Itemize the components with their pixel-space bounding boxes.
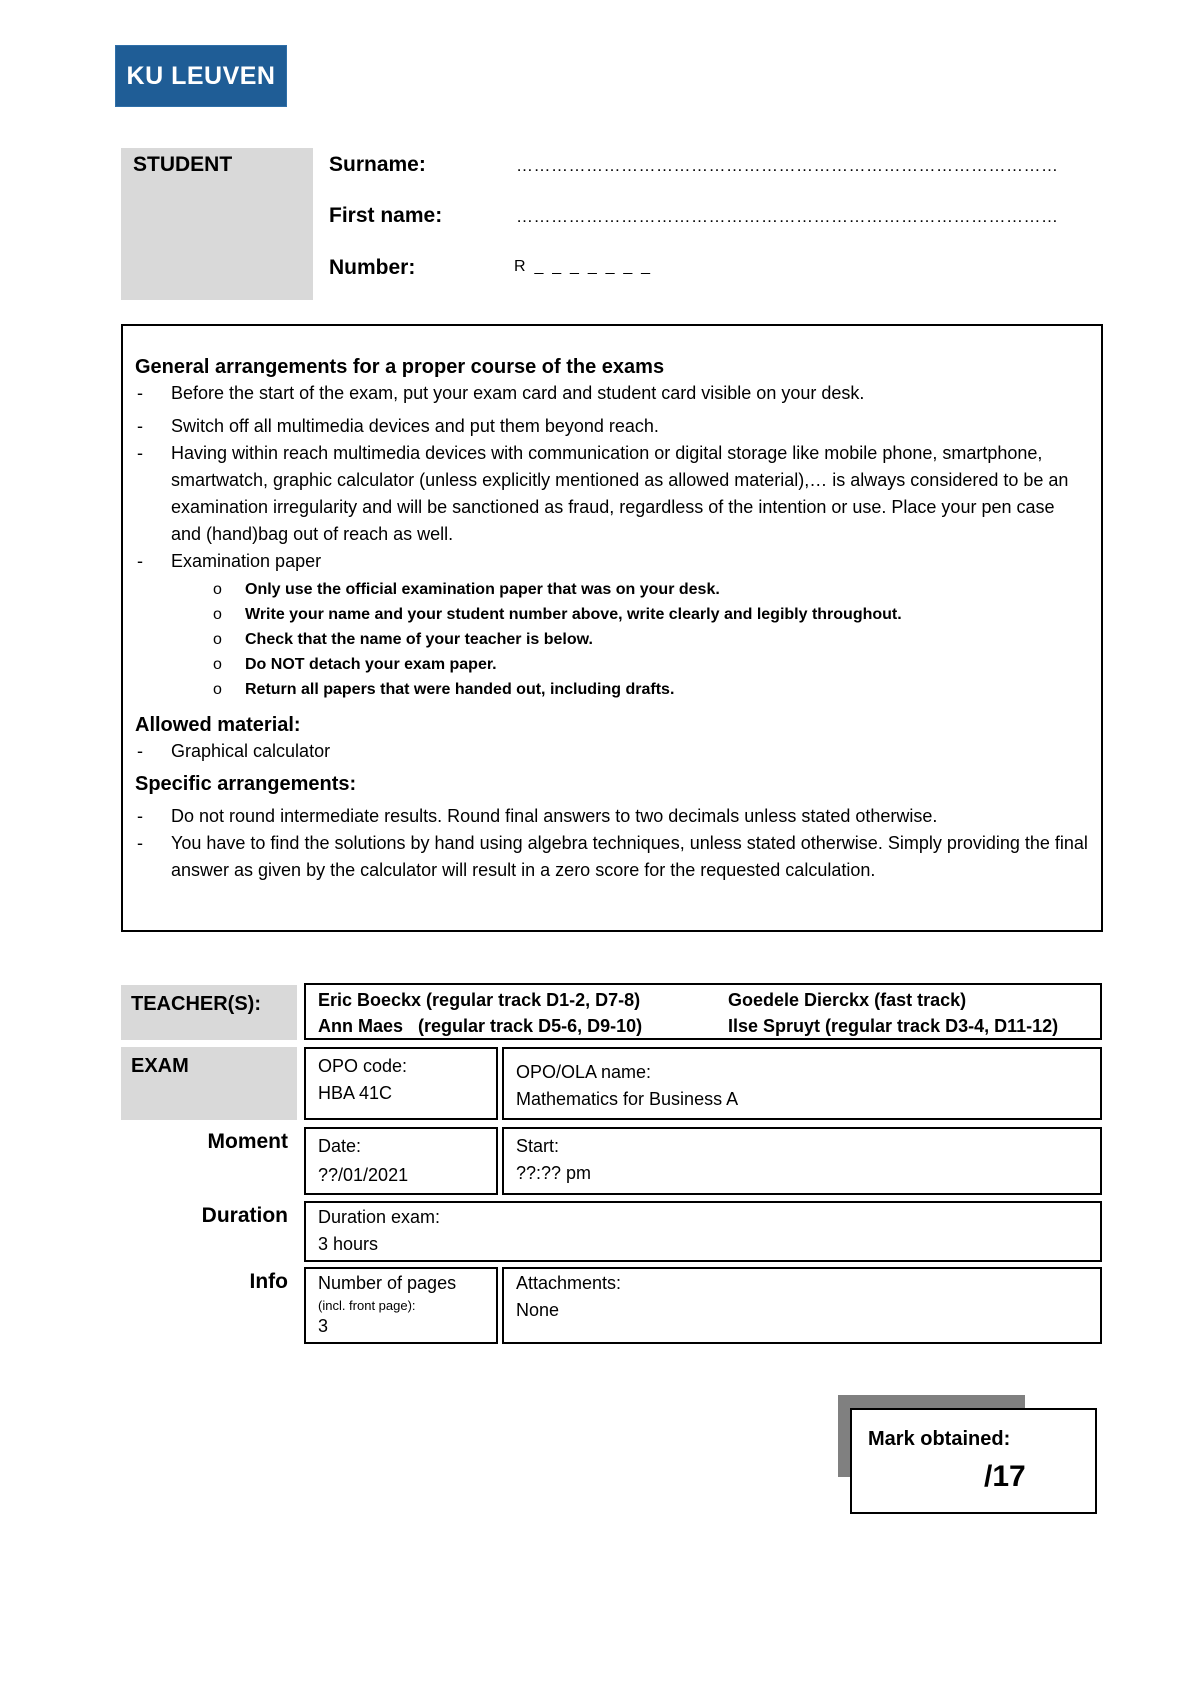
allowed-material-list <box>135 738 1089 765</box>
date-label: Date: <box>318 1136 362 1156</box>
student-label: STUDENT <box>133 153 233 176</box>
duration-label: Duration <box>201 1204 288 1227</box>
opo-code-value: HBA 41C <box>318 1083 393 1103</box>
opo-name-box <box>502 1047 1102 1120</box>
start-value: ??:?? pm <box>516 1163 592 1183</box>
teacher-1: Eric Boeckx (regular track D1-2, D7-8) <box>318 990 641 1010</box>
mark-obtained-box <box>850 1408 1097 1514</box>
first-name-label: First name: <box>329 204 443 227</box>
list-item: - Graphical calculator <box>135 738 1089 765</box>
student-number-label: Number: <box>329 256 416 279</box>
attachments-label: Attachments: <box>516 1273 622 1293</box>
pages-box <box>304 1267 498 1344</box>
teacher-4: Ilse Spruyt (regular track D3-4, D11-12) <box>728 1016 1059 1036</box>
date-value: ??/01/2021 <box>318 1165 409 1185</box>
logo-text: KU LEUVEN <box>126 61 276 90</box>
examination-paper-list <box>135 577 1089 702</box>
opo-name-value: Mathematics for Business A <box>516 1089 739 1109</box>
start-label: Start: <box>516 1136 560 1156</box>
specific-arrangements-list <box>135 803 1089 884</box>
specific-arrangements-heading: Specific arrangements: <box>135 773 357 795</box>
general-arrangements-heading: General arrangements for a proper course of the exams <box>135 356 665 378</box>
list-item: - Switch off all multimedia devices and put them beyond reach. <box>135 413 1089 440</box>
list-item: o Check that the name of your teacher is below. <box>135 627 1089 652</box>
mark-total: /17 <box>984 1460 1026 1493</box>
student-number-field[interactable]: R _ _ _ _ _ _ _ <box>514 258 651 275</box>
opo-code-box <box>304 1047 498 1120</box>
date-box <box>304 1127 498 1195</box>
general-arrangements-list <box>135 380 1089 575</box>
teachers-label: TEACHER(S): <box>121 985 297 1040</box>
exam-label: EXAM <box>121 1047 297 1120</box>
info-label: Info <box>249 1270 288 1293</box>
list-item: o Write your name and your student number above, write clearly and legibly throughout. <box>135 602 1089 627</box>
opo-code-label: OPO code: <box>318 1056 408 1076</box>
opo-name-label: OPO/OLA name: <box>516 1062 652 1082</box>
list-item: - Before the start of the exam, put your exam card and student card visible on your desk. <box>135 380 1089 407</box>
teachers-box <box>304 983 1102 1040</box>
list-item: - Do not round intermediate results. Round final answers to two decimals unless stated otherwise. <box>135 803 1089 830</box>
surname-label: Surname: <box>329 153 426 176</box>
teacher-2: Goedele Dierckx (fast track) <box>728 990 967 1010</box>
exam-rules-box <box>121 324 1103 932</box>
start-box <box>502 1127 1102 1195</box>
duration-field-label: Duration exam: <box>318 1207 441 1227</box>
pages-note: (incl. front page): <box>318 1298 416 1313</box>
pages-value: 3 <box>318 1316 329 1336</box>
mark-obtained-label: Mark obtained: <box>868 1428 1011 1450</box>
attachments-box <box>502 1267 1102 1344</box>
duration-box <box>304 1201 1102 1262</box>
pages-label: Number of pages <box>318 1273 457 1293</box>
allowed-material-heading: Allowed material: <box>135 714 301 736</box>
surname-field[interactable]: ………………………………………………………………………………… <box>516 156 1059 175</box>
ku-leuven-logo <box>115 45 287 107</box>
attachments-value: None <box>516 1300 560 1320</box>
duration-value: 3 hours <box>318 1234 379 1254</box>
first-name-field[interactable]: ………………………………………………………………………………… <box>516 207 1059 226</box>
list-item: - Having within reach multimedia devices with communication or digital storage like mobile phone, smartphone, smartwatch, graphic calculator (unless explicitly mentioned as allowed material),… is always considered to be an examination irregularity and will be sanctioned as fraud, regardless of the intention or use. Place your pen case and (hand)bag out of reach as well. <box>135 440 1089 548</box>
moment-label: Moment <box>207 1130 288 1153</box>
list-item: - Examination paper <box>135 548 1089 575</box>
list-item: - You have to find the solutions by hand using algebra techniques, unless stated otherwise. Simply providing the final answer as given by the calculator will result in a zero score for the requested calculation. <box>135 830 1089 884</box>
list-item: o Do NOT detach your exam paper. <box>135 652 1089 677</box>
list-item: o Only use the official examination paper that was on your desk. <box>135 577 1089 602</box>
list-item: o Return all papers that were handed out, including drafts. <box>135 677 1089 702</box>
teacher-3: Ann Maes (regular track D5-6, D9-10) <box>318 1016 643 1036</box>
